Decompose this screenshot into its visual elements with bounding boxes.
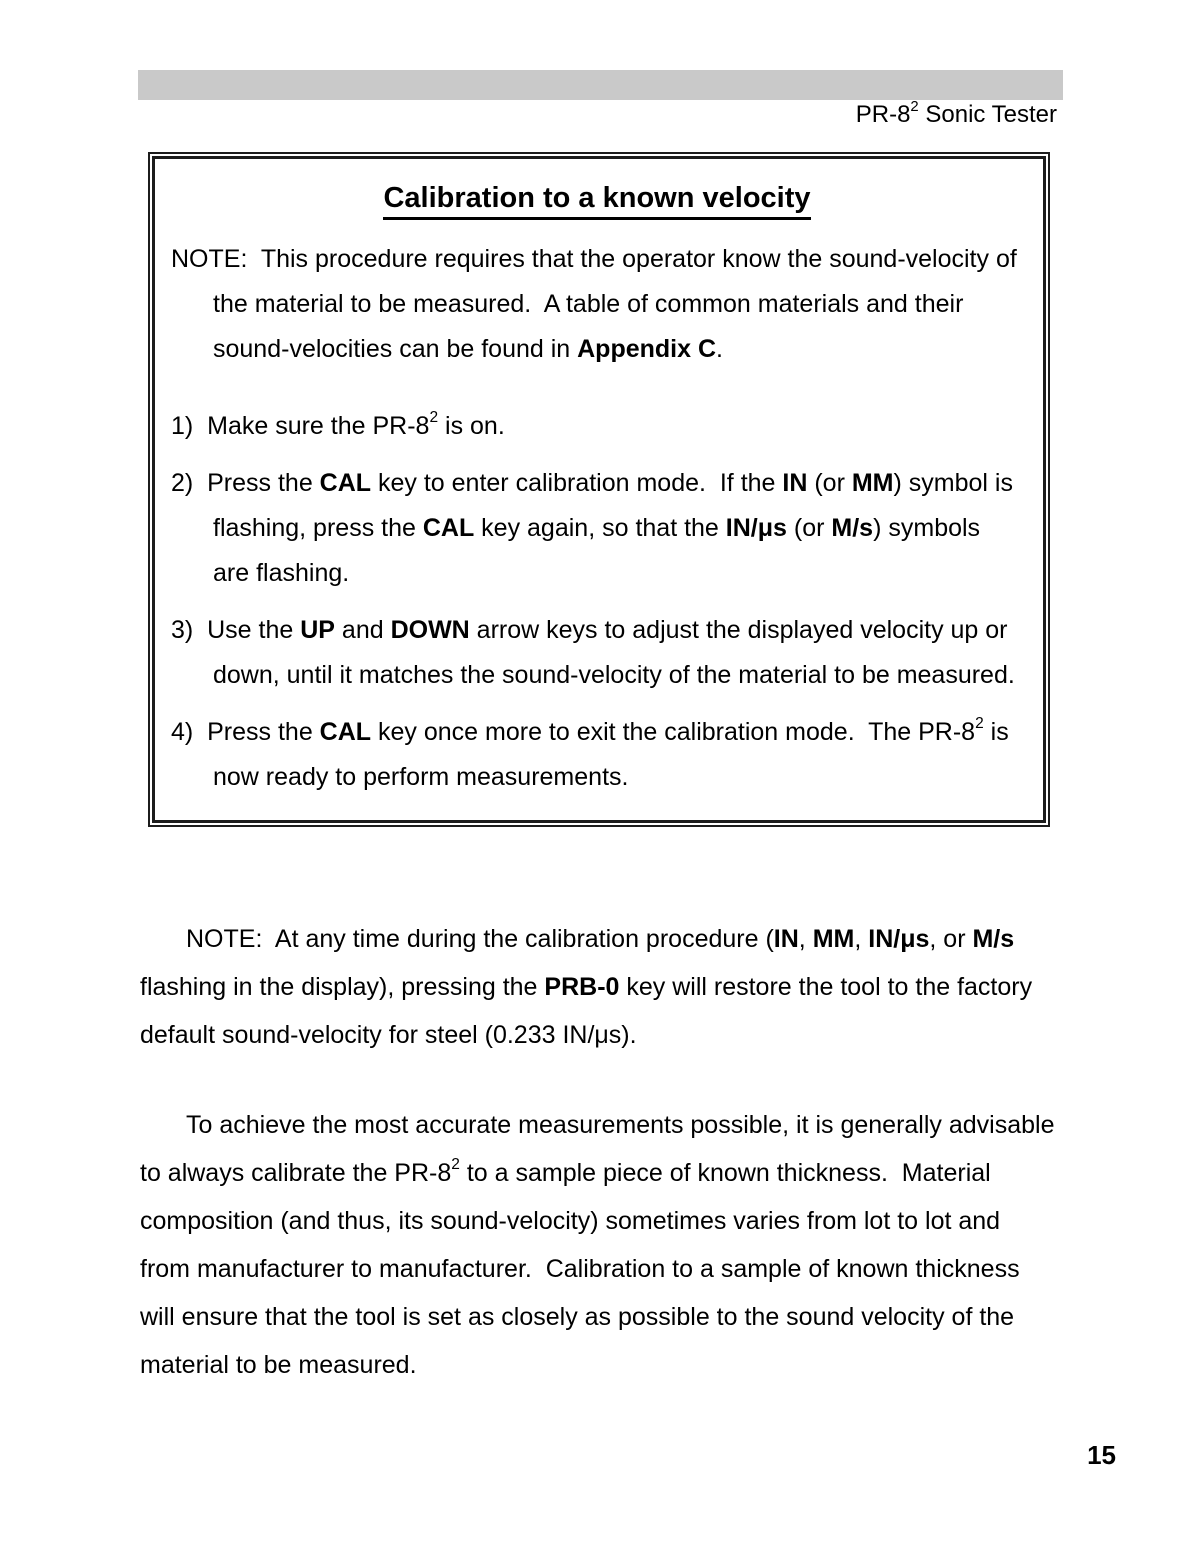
page-header-title: $PR-8^2$ Sonic Tester	[855, 98, 1057, 128]
procedure-step-3: 3) Use the UP and DOWN arrow keys to adjust the displayed velocity up or down, until it matches the sound-velocity of the material to be measured.	[171, 616, 1015, 689]
procedure-step-1: 1) Make sure the $PR-8^2$ is on.	[171, 409, 505, 440]
procedure-box-inner	[152, 156, 1046, 823]
note-paragraph: NOTE: At any time during the calibration procedure (IN, MM, IN/μs, or M/s flashing in the display), pressing the PRB-0 key will restore the tool to the factory default sound-velocity for steel (0.233 IN/μs).	[140, 925, 1040, 1049]
procedure-box	[148, 152, 1050, 827]
advice-paragraph: To achieve the most accurate measurements possible, it is generally advisable to always calibrate the $PR-8^2$ to a sample piece of known thickness. Material composition (and thus, its sound-velocity) sometimes varies from lot to lot and from manufacturer to manufacturer. Calibration to a sample of known thickness will ensure that the tool is set as closely as possible to the sound velocity of the material to be measured.	[140, 1111, 1062, 1379]
procedure-step-4: 4) Press the CAL key once more to exit the calibration mode. The $PR-8^2$ is now ready to perform measurements.	[171, 715, 1016, 791]
page-number: 15	[1087, 1440, 1116, 1470]
procedure-box-note: NOTE: This procedure requires that the operator know the sound-velocity of the material to be measured. A table of common materials and their sound-velocities can be found in Appendix C.	[171, 245, 1024, 363]
page-header-bar	[138, 70, 1063, 128]
procedure-box-title-text: Calibration to a known velocity	[383, 182, 810, 220]
procedure-box-title	[171, 179, 1023, 217]
procedure-step-2: 2) Press the CAL key to enter calibration mode. If the IN (or MM) symbol is flashing, press the CAL key again, so that the IN/μs (or M/s) symbols are flashing.	[171, 469, 1020, 587]
